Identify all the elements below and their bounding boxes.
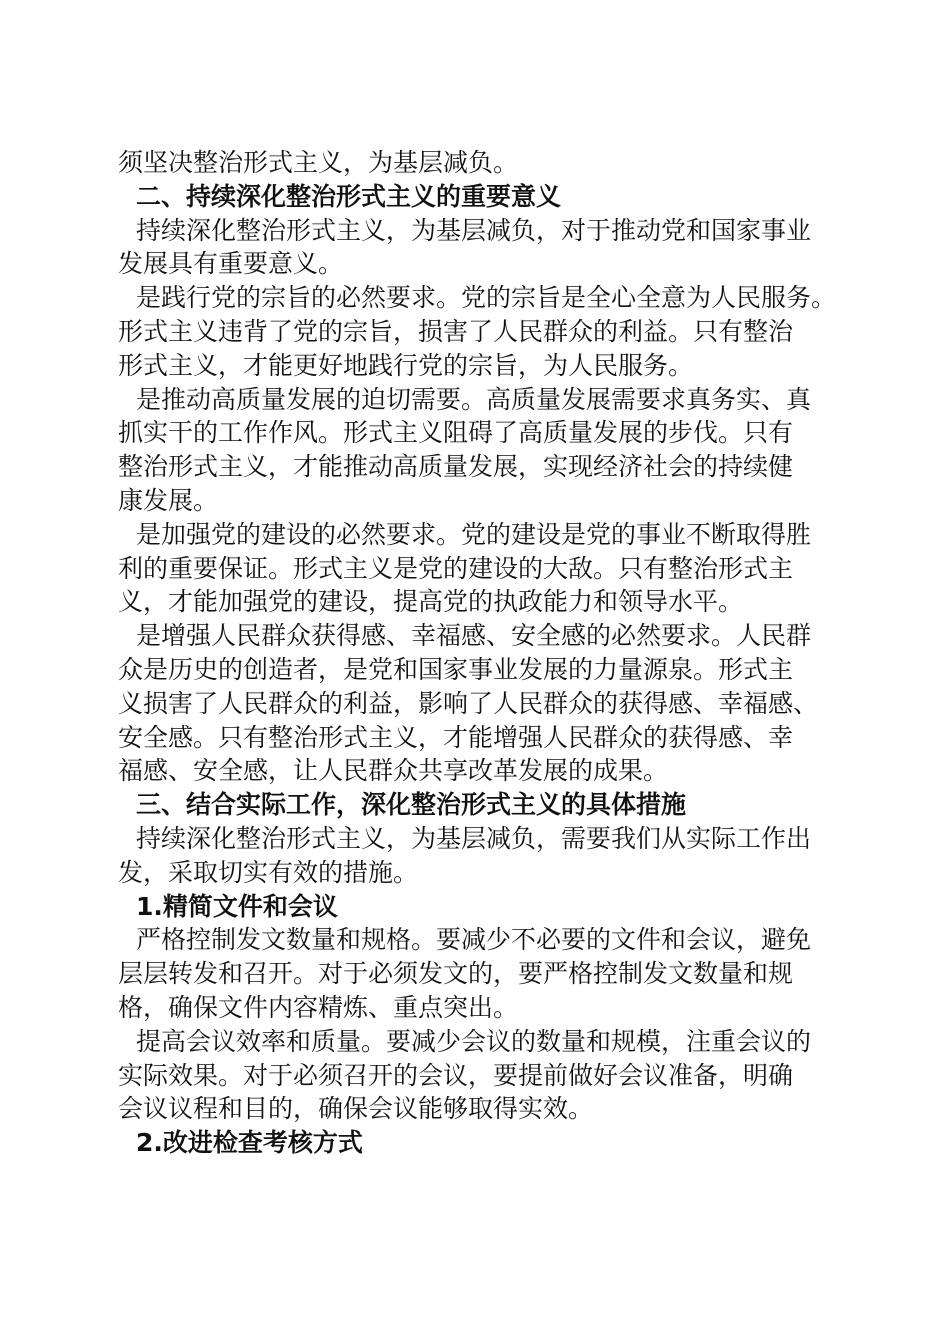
paragraph-line: 持续深化整治形式主义，为基层减负，对于推动党和国家事业 (136, 215, 812, 245)
paragraph-line: 康发展。 (118, 485, 219, 515)
paragraph-line: 利的重要保证。形式主义是党的建设的大敌。只有整治形式主 (118, 553, 794, 583)
paragraph-line: 福感、安全感，让人民群众共享改革发展的成果。 (118, 756, 669, 786)
paragraph-line: 提高会议效率和质量。要减少会议的数量和规模，注重会议的 (136, 1026, 812, 1056)
paragraph-line: 须坚决整治形式主义，为基层减负。 (118, 148, 519, 177)
paragraph-line: 抓实干的工作作风。形式主义阻碍了高质量发展的步伐。只有 (118, 418, 794, 448)
paragraph-line: 形式主义违背了党的宗旨，损害了人民群众的利益。只有整治 (118, 316, 794, 346)
paragraph-line: 是践行党的宗旨的必然要求。党的宗旨是全心全意为人民服务。 (136, 283, 837, 313)
paragraph-line: 安全感。只有整治形式主义，才能增强人民群众的获得感、幸 (118, 722, 794, 752)
paragraph-line: 格，确保文件内容精炼、重点突出。 (118, 992, 519, 1022)
paragraph-line: 整治形式主义，才能推动高质量发展，实现经济社会的持续健 (118, 452, 794, 482)
section-heading: 二、持续深化整治形式主义的重要意义 (136, 181, 562, 211)
paragraph-line: 发，采取切实有效的措施。 (118, 857, 419, 887)
section-heading: 三、结合实际工作，深化整治形式主义的具体措施 (136, 790, 687, 820)
section-heading: 2.改进检查考核方式 (136, 1128, 363, 1158)
paragraph-line: 是增强人民群众获得感、幸福感、安全感的必然要求。人民群 (136, 621, 812, 651)
paragraph-line: 是推动高质量发展的迫切需要。高质量发展需要求真务实、真 (136, 384, 812, 414)
paragraph-line: 层层转发和召开。对于必须发文的，要严格控制发文数量和规 (118, 959, 794, 989)
paragraph-line: 众是历史的创造者，是党和国家事业发展的力量源泉。形式主 (118, 654, 794, 684)
paragraph-line: 义，才能加强党的建设，提高党的执政能力和领导水平。 (118, 587, 744, 617)
paragraph-line: 义损害了人民群众的利益，影响了人民群众的获得感、幸福感、 (118, 688, 819, 718)
paragraph-line: 实际效果。对于必须召开的会议，要提前做好会议准备，明确 (118, 1060, 794, 1090)
document-page (118, 146, 838, 1160)
paragraph-line: 持续深化整治形式主义，为基层减负，需要我们从实际工作出 (136, 823, 812, 853)
section-heading: 1.精简文件和会议 (136, 891, 338, 921)
paragraph-line: 形式主义，才能更好地践行党的宗旨，为人民服务。 (118, 350, 694, 380)
paragraph-line: 是加强党的建设的必然要求。党的建设是党的事业不断取得胜 (136, 519, 812, 549)
paragraph-line: 会议议程和目的，确保会议能够取得实效。 (118, 1094, 594, 1124)
paragraph-line: 发展具有重要意义。 (118, 249, 344, 279)
paragraph-line: 严格控制发文数量和规格。要减少不必要的文件和会议，避免 (136, 925, 812, 955)
